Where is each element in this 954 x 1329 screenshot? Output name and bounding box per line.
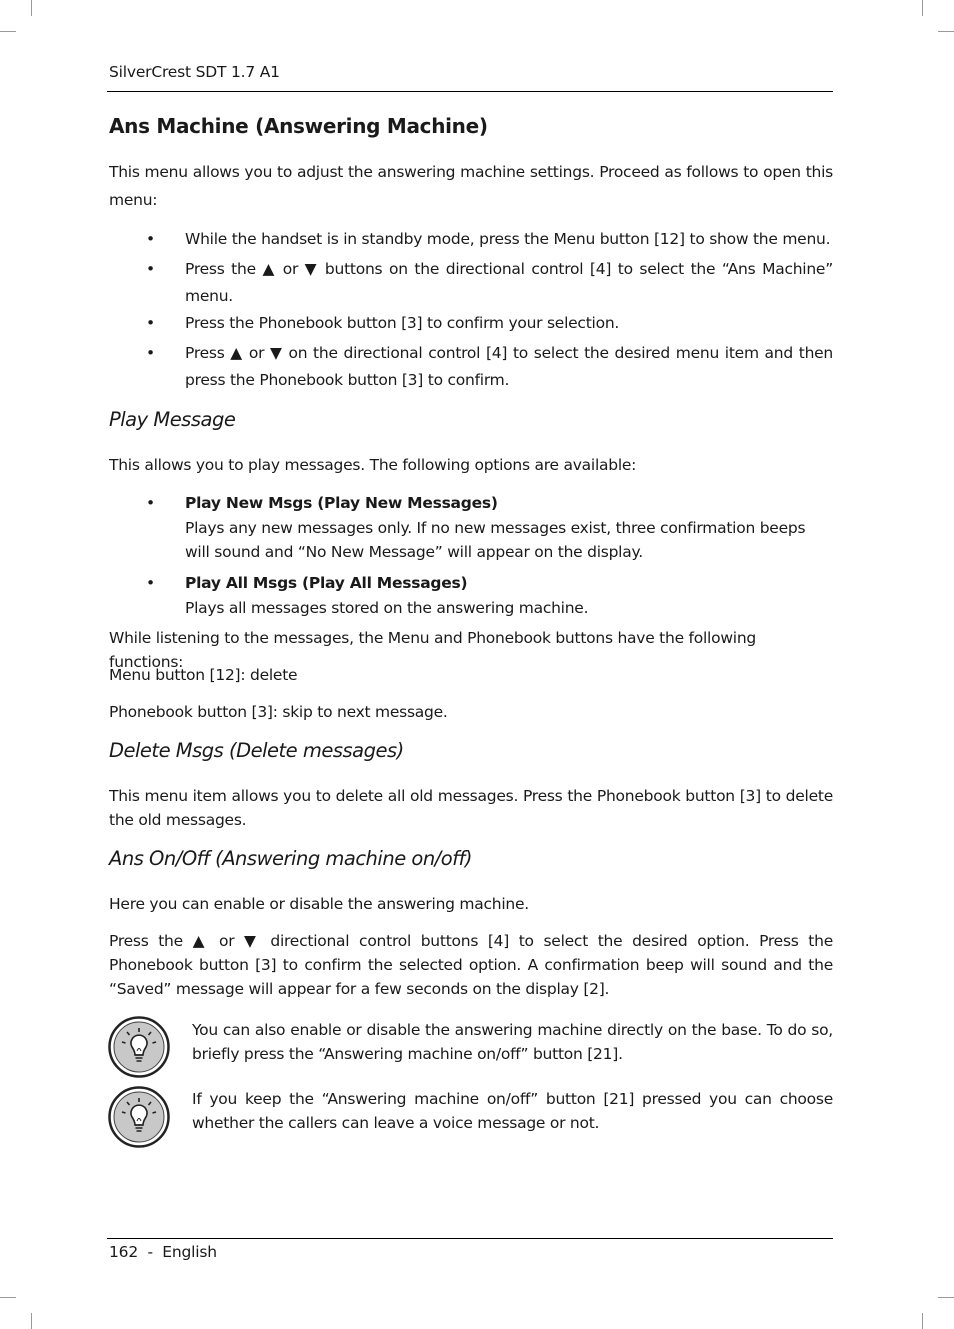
footer-rule [107,1238,833,1239]
tip-text: If you keep the “Answering machine on/off” button [21] pressed you can choose whether the callers can leave a voice message or not. [192,1090,833,1132]
paragraph: Press the ▲ or ▼ directional control buttons [4] to select the desired option. Press the Phonebook button [3] to confirm the selected option. A confirmation beep will sound and the “Saved” message will appear for a few seconds on the display [2]. [109,932,833,998]
option-label: Play New Msgs (Play New Messages) [185,494,498,512]
option-description: Plays any new messages only. If no new messages exist, three confirmation beeps will sound and “No New Message” will appear on the display. [185,518,806,561]
bullet-icon: • [146,574,155,592]
crop-mark [922,1313,923,1329]
crop-mark [938,1297,954,1298]
section-intro: This menu allows you to adjust the answering machine settings. Proceed as follows to open this menu: [109,163,833,209]
list-item [146,227,833,251]
paragraph: Menu button [12]: delete [109,666,298,684]
list-item [146,256,833,310]
list-item-text: Press the ▲ or ▼ buttons on the directional control [4] to select the “Ans Machine” menu. [185,260,833,305]
bullet-icon: • [146,344,155,362]
paragraph: Here you can enable or disable the answering machine. [109,895,529,913]
page-number: 162 - English [109,1243,217,1261]
bullet-icon: • [146,260,155,278]
crop-mark [922,0,923,16]
subsection-title: Ans On/Off (Answering machine on/off) [109,847,473,870]
list-item-text: Press the Phonebook button [3] to confirm your selection. [185,314,620,332]
paragraph: While listening to the messages, the Menu and Phonebook buttons have the following functions: [109,629,756,671]
list-item-text: While the handset is in standby mode, press the Menu button [12] to show the menu. [185,230,831,248]
running-header: SilverCrest SDT 1.7 A1 [109,63,280,81]
crop-mark [0,31,16,32]
list-item [146,571,833,620]
list-item-text: Press ▲ or ▼ on the directional control [4] to select the desired menu item and then press the Phonebook button [3] to confirm. [185,344,833,389]
subsection-title: Delete Msgs (Delete messages) [109,739,404,762]
bullet-icon: • [146,494,155,512]
section-title: Ans Machine (Answering Machine) [109,114,488,138]
header-rule [107,91,833,92]
lightbulb-icon [108,1086,170,1148]
lightbulb-icon [108,1016,170,1078]
paragraph: This allows you to play messages. The following options are available: [109,456,637,474]
subsection-title: Play Message [109,408,236,431]
bullet-icon: • [146,230,155,248]
option-label: Play All Msgs (Play All Messages) [185,574,468,592]
crop-mark [31,0,32,16]
paragraph: Phonebook button [3]: skip to next message. [109,703,448,721]
paragraph: This menu item allows you to delete all old messages. Press the Phonebook button [3] to delete the old messages. [109,787,833,829]
bullet-icon: • [146,314,155,332]
list-item [146,340,833,394]
list-item [146,491,833,565]
crop-mark [31,1313,32,1329]
crop-mark [938,31,954,32]
list-item [146,311,833,335]
option-description: Plays all messages stored on the answering machine. [185,598,589,617]
crop-mark [0,1297,16,1298]
tip-text: You can also enable or disable the answering machine directly on the base. To do so, briefly press the “Answering machine on/off” button [21]. [192,1021,833,1063]
